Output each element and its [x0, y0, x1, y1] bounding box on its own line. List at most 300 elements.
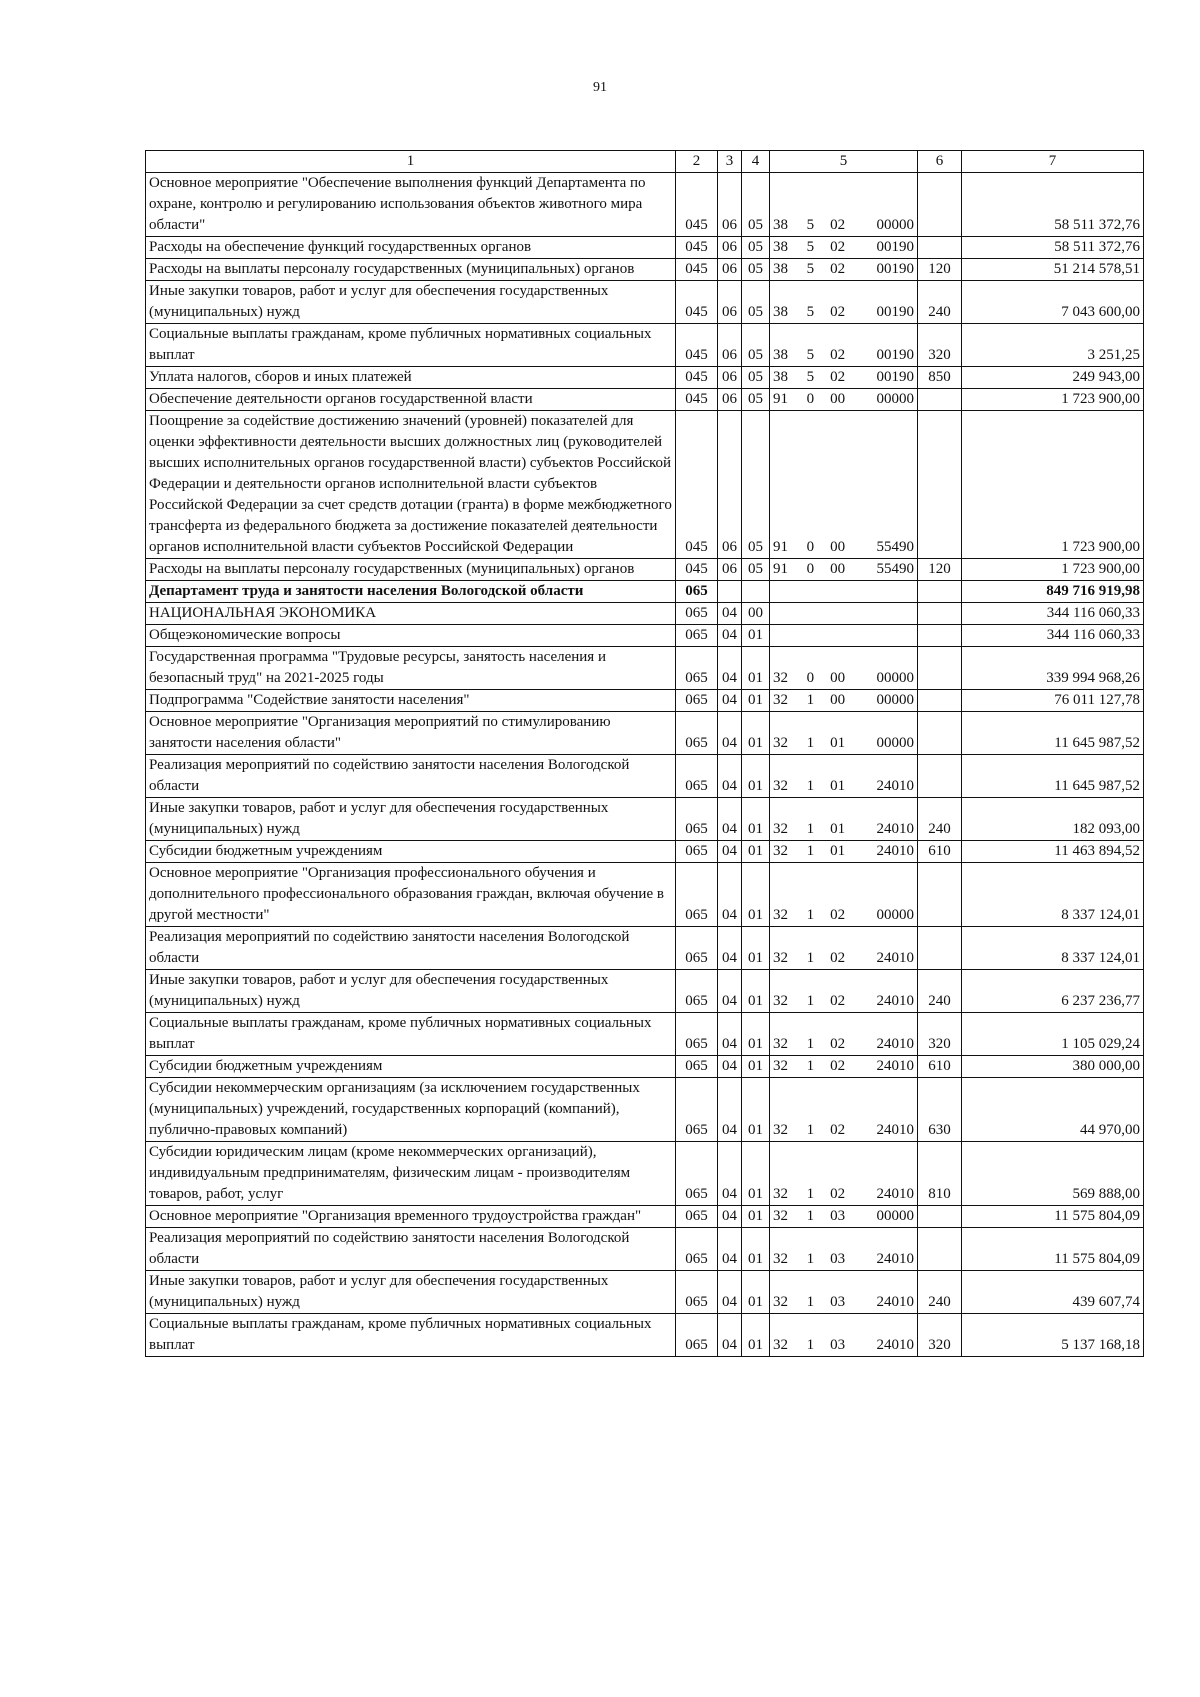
target-article-code	[770, 281, 918, 324]
expense-direction-code: 00000	[876, 692, 914, 708]
section-code: 04	[718, 755, 742, 798]
program-code: 32	[773, 670, 788, 686]
table-row	[146, 603, 1144, 625]
table-row	[146, 1314, 1144, 1357]
expense-type-code: 240	[918, 970, 962, 1013]
table-row	[146, 712, 1144, 755]
header-row	[146, 151, 1144, 173]
program-code: 38	[773, 217, 788, 233]
program-code: 32	[773, 1186, 788, 1202]
subprogram-code: 1	[806, 1208, 815, 1224]
event-code: 02	[830, 993, 846, 1009]
event-code: 02	[830, 239, 846, 255]
amount: 76 011 127,78	[962, 690, 1144, 712]
target-article-code	[770, 389, 918, 411]
row-name: Субсидии юридическим лицам (кроме некоммерческих организаций), индивидуальным предпринимателям, физическим лицам - производителям товаров, работ, услуг	[146, 1142, 676, 1206]
row-name: Реализация мероприятий по содействию занятости населения Вологодской области	[146, 755, 676, 798]
target-article-code	[770, 927, 918, 970]
ministry-code: 065	[676, 581, 718, 603]
section-code	[718, 581, 742, 603]
subsection-code: 01	[742, 1013, 770, 1056]
table-row	[146, 173, 1144, 237]
column-header-3: 3	[718, 151, 742, 173]
subsection-code: 05	[742, 324, 770, 367]
amount: 11 575 804,09	[962, 1206, 1144, 1228]
expense-type-code: 240	[918, 798, 962, 841]
target-article-code	[770, 324, 918, 367]
ministry-code: 065	[676, 603, 718, 625]
ministry-code: 065	[676, 1271, 718, 1314]
amount: 11 575 804,09	[962, 1228, 1144, 1271]
table-row	[146, 237, 1144, 259]
subsection-code: 05	[742, 411, 770, 559]
row-name: Расходы на выплаты персоналу государственных (муниципальных) органов	[146, 559, 676, 581]
subsection-code: 01	[742, 690, 770, 712]
row-name: Основное мероприятие "Организация временного трудоустройства граждан"	[146, 1206, 676, 1228]
table-row	[146, 647, 1144, 690]
target-article-code	[770, 1056, 918, 1078]
subprogram-code: 1	[806, 1294, 815, 1310]
ministry-code: 065	[676, 1228, 718, 1271]
row-name: Субсидии бюджетным учреждениям	[146, 841, 676, 863]
target-article-code	[770, 1271, 918, 1314]
amount: 1 105 029,24	[962, 1013, 1144, 1056]
amount: 439 607,74	[962, 1271, 1144, 1314]
target-article-code	[770, 259, 918, 281]
ministry-code: 045	[676, 259, 718, 281]
amount: 3 251,25	[962, 324, 1144, 367]
amount: 182 093,00	[962, 798, 1144, 841]
program-code: 91	[773, 539, 788, 555]
expense-type-code	[918, 1228, 962, 1271]
table-row	[146, 1013, 1144, 1056]
subprogram-code: 0	[806, 670, 815, 686]
row-name: Иные закупки товаров, работ и услуг для обеспечения государственных (муниципальных) нужд	[146, 1271, 676, 1314]
subprogram-code: 0	[806, 391, 815, 407]
ministry-code: 045	[676, 367, 718, 389]
row-name: Основное мероприятие "Организация мероприятий по стимулированию занятости населения области"	[146, 712, 676, 755]
ministry-code: 045	[676, 324, 718, 367]
expense-direction-code: 24010	[876, 1251, 914, 1267]
table-row	[146, 841, 1144, 863]
expense-type-code: 120	[918, 259, 962, 281]
row-name: НАЦИОНАЛЬНАЯ ЭКОНОМИКА	[146, 603, 676, 625]
expense-direction-code: 00190	[876, 304, 914, 320]
table-row	[146, 690, 1144, 712]
expense-type-code: 320	[918, 1013, 962, 1056]
event-code: 01	[830, 843, 846, 859]
expense-type-code: 240	[918, 281, 962, 324]
amount: 44 970,00	[962, 1078, 1144, 1142]
event-code: 03	[830, 1294, 846, 1310]
subsection-code: 01	[742, 798, 770, 841]
expense-direction-code: 24010	[876, 1122, 914, 1138]
section-code: 06	[718, 237, 742, 259]
target-article-code	[770, 755, 918, 798]
subprogram-code: 5	[806, 217, 815, 233]
amount: 344 116 060,33	[962, 625, 1144, 647]
subprogram-code: 1	[806, 821, 815, 837]
row-name: Реализация мероприятий по содействию занятости населения Вологодской области	[146, 1228, 676, 1271]
program-code: 32	[773, 821, 788, 837]
table-row	[146, 1056, 1144, 1078]
amount: 11 645 987,52	[962, 712, 1144, 755]
subsection-code: 01	[742, 970, 770, 1013]
subprogram-code: 1	[806, 1186, 815, 1202]
program-code: 32	[773, 1058, 788, 1074]
program-code: 32	[773, 993, 788, 1009]
program-code: 32	[773, 1208, 788, 1224]
program-code: 91	[773, 391, 788, 407]
subsection-code	[742, 581, 770, 603]
ministry-code: 065	[676, 1056, 718, 1078]
section-code: 04	[718, 603, 742, 625]
program-code: 32	[773, 843, 788, 859]
section-code: 06	[718, 324, 742, 367]
expense-direction-code: 24010	[876, 950, 914, 966]
row-name: Основное мероприятие "Обеспечение выполнения функций Департамента по охране, контролю и регулированию использования объектов животного мира области"	[146, 173, 676, 237]
expense-type-code: 120	[918, 559, 962, 581]
table-row	[146, 559, 1144, 581]
amount: 58 511 372,76	[962, 237, 1144, 259]
event-code: 02	[830, 347, 846, 363]
ministry-code: 065	[676, 1013, 718, 1056]
section-code: 04	[718, 1078, 742, 1142]
row-name: Социальные выплаты гражданам, кроме публичных нормативных социальных выплат	[146, 1314, 676, 1357]
program-code: 32	[773, 735, 788, 751]
subprogram-code: 1	[806, 950, 815, 966]
event-code: 00	[830, 670, 846, 686]
row-name: Расходы на обеспечение функций государственных органов	[146, 237, 676, 259]
row-name: Иные закупки товаров, работ и услуг для обеспечения государственных (муниципальных) нужд	[146, 281, 676, 324]
ministry-code: 065	[676, 625, 718, 647]
table-row	[146, 367, 1144, 389]
subprogram-code: 1	[806, 993, 815, 1009]
row-name: Реализация мероприятий по содействию занятости населения Вологодской области	[146, 927, 676, 970]
amount: 1 723 900,00	[962, 389, 1144, 411]
section-code: 06	[718, 281, 742, 324]
program-code: 32	[773, 950, 788, 966]
expense-direction-code: 00000	[876, 907, 914, 923]
target-article-code	[770, 625, 918, 647]
row-name: Иные закупки товаров, работ и услуг для обеспечения государственных (муниципальных) нужд	[146, 970, 676, 1013]
subsection-code: 01	[742, 647, 770, 690]
expense-direction-code: 24010	[876, 1036, 914, 1052]
amount: 5 137 168,18	[962, 1314, 1144, 1357]
row-name: Государственная программа "Трудовые ресурсы, занятость населения и безопасный труд" на 2021-2025 годы	[146, 647, 676, 690]
budget-table	[145, 150, 1144, 1357]
expense-type-code: 810	[918, 1142, 962, 1206]
table-row	[146, 1228, 1144, 1271]
subprogram-code: 5	[806, 347, 815, 363]
target-article-code	[770, 581, 918, 603]
section-code: 04	[718, 625, 742, 647]
expense-direction-code: 00000	[876, 217, 914, 233]
row-name: Поощрение за содействие достижению значений (уровней) показателей для оценки эффективности деятельности высших должностных лиц (руководителей высших исполнительных органов государственной власти) субъектов Российской Федерации и деятельности органов исполнительной власти субъектов Российской Федерации за счет средств дотации (гранта) в форме межбюджетного трансферта из федерального бюджета за достижение показателей деятельности органов исполнительной власти субъектов Российской Федерации	[146, 411, 676, 559]
target-article-code	[770, 1228, 918, 1271]
target-article-code	[770, 237, 918, 259]
program-code: 32	[773, 1294, 788, 1310]
column-header-4: 4	[742, 151, 770, 173]
event-code: 02	[830, 1122, 846, 1138]
amount: 11 645 987,52	[962, 755, 1144, 798]
subprogram-code: 0	[806, 539, 815, 555]
section-code: 06	[718, 389, 742, 411]
ministry-code: 065	[676, 863, 718, 927]
ministry-code: 065	[676, 1142, 718, 1206]
subsection-code: 01	[742, 625, 770, 647]
subprogram-code: 5	[806, 369, 815, 385]
amount: 569 888,00	[962, 1142, 1144, 1206]
ministry-code: 065	[676, 647, 718, 690]
ministry-code: 065	[676, 1206, 718, 1228]
subsection-code: 01	[742, 1228, 770, 1271]
subsection-code: 05	[742, 259, 770, 281]
event-code: 02	[830, 369, 846, 385]
subsection-code: 01	[742, 1056, 770, 1078]
expense-direction-code: 55490	[876, 539, 914, 555]
event-code: 02	[830, 217, 846, 233]
expense-type-code	[918, 755, 962, 798]
subsection-code: 05	[742, 173, 770, 237]
program-code: 32	[773, 1036, 788, 1052]
event-code: 02	[830, 1058, 846, 1074]
section-code: 04	[718, 1206, 742, 1228]
amount: 8 337 124,01	[962, 927, 1144, 970]
expense-direction-code: 00190	[876, 239, 914, 255]
expense-direction-code: 00000	[876, 1208, 914, 1224]
expense-type-code	[918, 389, 962, 411]
amount: 58 511 372,76	[962, 173, 1144, 237]
table-row	[146, 798, 1144, 841]
row-name: Субсидии бюджетным учреждениям	[146, 1056, 676, 1078]
expense-direction-code: 00000	[876, 670, 914, 686]
table-row	[146, 1206, 1144, 1228]
target-article-code	[770, 559, 918, 581]
table-row	[146, 970, 1144, 1013]
subsection-code: 01	[742, 1314, 770, 1357]
expense-direction-code: 24010	[876, 1186, 914, 1202]
amount: 339 994 968,26	[962, 647, 1144, 690]
amount: 6 237 236,77	[962, 970, 1144, 1013]
event-code: 00	[830, 391, 846, 407]
section-code: 04	[718, 1314, 742, 1357]
expense-direction-code: 55490	[876, 561, 914, 577]
subsection-code: 01	[742, 1271, 770, 1314]
expense-direction-code: 00190	[876, 261, 914, 277]
subprogram-code: 1	[806, 907, 815, 923]
program-code: 32	[773, 1122, 788, 1138]
section-code: 04	[718, 798, 742, 841]
subsection-code: 01	[742, 1142, 770, 1206]
program-code: 32	[773, 907, 788, 923]
subsection-code: 05	[742, 281, 770, 324]
row-name: Расходы на выплаты персоналу государственных (муниципальных) органов	[146, 259, 676, 281]
row-name: Обеспечение деятельности органов государственной власти	[146, 389, 676, 411]
event-code: 03	[830, 1337, 846, 1353]
table-row	[146, 389, 1144, 411]
expense-type-code: 850	[918, 367, 962, 389]
program-code: 38	[773, 369, 788, 385]
ministry-code: 045	[676, 389, 718, 411]
ministry-code: 045	[676, 281, 718, 324]
expense-type-code: 610	[918, 1056, 962, 1078]
target-article-code	[770, 1078, 918, 1142]
table-row	[146, 1142, 1144, 1206]
ministry-code: 065	[676, 1078, 718, 1142]
subprogram-code: 5	[806, 261, 815, 277]
event-code: 03	[830, 1251, 846, 1267]
subsection-code: 05	[742, 389, 770, 411]
target-article-code	[770, 603, 918, 625]
subprogram-code: 5	[806, 304, 815, 320]
table-row	[146, 863, 1144, 927]
program-code: 32	[773, 692, 788, 708]
event-code: 00	[830, 561, 846, 577]
event-code: 02	[830, 1036, 846, 1052]
subprogram-code: 1	[806, 1058, 815, 1074]
amount: 1 723 900,00	[962, 559, 1144, 581]
section-code: 04	[718, 970, 742, 1013]
subprogram-code: 1	[806, 1251, 815, 1267]
ministry-code: 045	[676, 237, 718, 259]
ministry-code: 065	[676, 690, 718, 712]
table-row	[146, 581, 1144, 603]
subprogram-code: 1	[806, 843, 815, 859]
expense-direction-code: 24010	[876, 843, 914, 859]
expense-type-code	[918, 712, 962, 755]
section-code: 06	[718, 367, 742, 389]
program-code: 38	[773, 261, 788, 277]
expense-type-code	[918, 173, 962, 237]
expense-direction-code: 00000	[876, 735, 914, 751]
expense-direction-code: 24010	[876, 993, 914, 1009]
section-code: 04	[718, 690, 742, 712]
section-code: 04	[718, 1271, 742, 1314]
section-code: 04	[718, 927, 742, 970]
expense-type-code	[918, 411, 962, 559]
subsection-code: 05	[742, 559, 770, 581]
row-name: Подпрограмма "Содействие занятости населения"	[146, 690, 676, 712]
target-article-code	[770, 712, 918, 755]
subprogram-code: 1	[806, 692, 815, 708]
target-article-code	[770, 841, 918, 863]
section-code: 04	[718, 1142, 742, 1206]
section-code: 06	[718, 173, 742, 237]
subsection-code: 00	[742, 603, 770, 625]
amount: 380 000,00	[962, 1056, 1144, 1078]
subprogram-code: 5	[806, 239, 815, 255]
amount: 344 116 060,33	[962, 603, 1144, 625]
program-code: 38	[773, 304, 788, 320]
target-article-code	[770, 367, 918, 389]
amount: 1 723 900,00	[962, 411, 1144, 559]
expense-type-code	[918, 647, 962, 690]
ministry-code: 065	[676, 712, 718, 755]
amount: 11 463 894,52	[962, 841, 1144, 863]
amount: 8 337 124,01	[962, 863, 1144, 927]
ministry-code: 065	[676, 970, 718, 1013]
expense-direction-code: 24010	[876, 1337, 914, 1353]
ministry-code: 045	[676, 559, 718, 581]
expense-type-code	[918, 237, 962, 259]
section-code: 06	[718, 559, 742, 581]
event-code: 03	[830, 1208, 846, 1224]
subsection-code: 01	[742, 712, 770, 755]
table-row	[146, 411, 1144, 559]
subsection-code: 05	[742, 367, 770, 389]
program-code: 32	[773, 1337, 788, 1353]
column-header-6: 6	[918, 151, 962, 173]
expense-direction-code: 00190	[876, 369, 914, 385]
program-code: 32	[773, 1251, 788, 1267]
target-article-code	[770, 173, 918, 237]
amount: 51 214 578,51	[962, 259, 1144, 281]
section-code: 06	[718, 259, 742, 281]
expense-type-code	[918, 581, 962, 603]
ministry-code: 045	[676, 411, 718, 559]
expense-direction-code: 24010	[876, 778, 914, 794]
row-name: Социальные выплаты гражданам, кроме публичных нормативных социальных выплат	[146, 1013, 676, 1056]
expense-direction-code: 24010	[876, 1058, 914, 1074]
section-code: 04	[718, 1056, 742, 1078]
expense-type-code	[918, 863, 962, 927]
expense-type-code: 630	[918, 1078, 962, 1142]
target-article-code	[770, 1314, 918, 1357]
target-article-code	[770, 970, 918, 1013]
amount: 849 716 919,98	[962, 581, 1144, 603]
page-number: 91	[593, 80, 607, 95]
table-row	[146, 1078, 1144, 1142]
ministry-code: 065	[676, 841, 718, 863]
row-name: Иные закупки товаров, работ и услуг для обеспечения государственных (муниципальных) нужд	[146, 798, 676, 841]
column-header-5: 5	[770, 151, 918, 173]
row-name: Социальные выплаты гражданам, кроме публичных нормативных социальных выплат	[146, 324, 676, 367]
table-row	[146, 755, 1144, 798]
target-article-code	[770, 798, 918, 841]
column-header-7: 7	[962, 151, 1144, 173]
subprogram-code: 1	[806, 1122, 815, 1138]
expense-direction-code: 24010	[876, 1294, 914, 1310]
amount: 7 043 600,00	[962, 281, 1144, 324]
expense-type-code	[918, 927, 962, 970]
expense-type-code	[918, 1206, 962, 1228]
budget-table-body	[146, 151, 1144, 1357]
program-code: 38	[773, 239, 788, 255]
row-name: Общеэкономические вопросы	[146, 625, 676, 647]
subsection-code: 01	[742, 1206, 770, 1228]
section-code: 04	[718, 1013, 742, 1056]
event-code: 02	[830, 261, 846, 277]
program-code: 91	[773, 561, 788, 577]
expense-direction-code: 00000	[876, 391, 914, 407]
table-row	[146, 324, 1144, 367]
section-code: 04	[718, 863, 742, 927]
section-code: 04	[718, 841, 742, 863]
subprogram-code: 0	[806, 561, 815, 577]
expense-type-code	[918, 690, 962, 712]
expense-direction-code: 24010	[876, 821, 914, 837]
table-row	[146, 927, 1144, 970]
subprogram-code: 1	[806, 778, 815, 794]
expense-type-code: 320	[918, 324, 962, 367]
subsection-code: 01	[742, 841, 770, 863]
section-code: 06	[718, 411, 742, 559]
target-article-code	[770, 1142, 918, 1206]
event-code: 02	[830, 950, 846, 966]
ministry-code: 065	[676, 927, 718, 970]
column-header-2: 2	[676, 151, 718, 173]
